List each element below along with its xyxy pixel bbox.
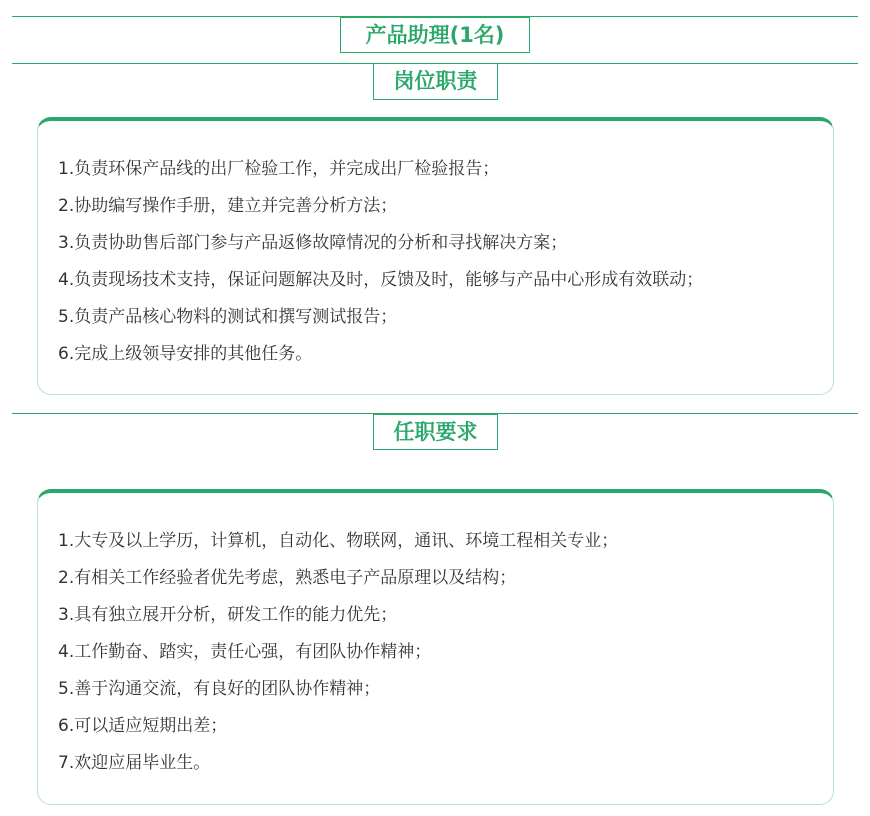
requirements-heading: 任职要求 xyxy=(373,414,498,450)
requirements-card xyxy=(37,489,834,805)
duty-item: 3.负责协助售后部门参与产品返修故障情况的分析和寻找解决方案； xyxy=(58,233,568,253)
job-title: 产品助理(1名) xyxy=(340,17,530,53)
requirement-item: 1.大专及以上学历，计算机，自动化、物联网，通讯、环境工程相关专业； xyxy=(58,531,619,551)
duty-item: 4.负责现场技术支持，保证问题解决及时，反馈及时，能够与产品中心形成有效联动； xyxy=(58,270,704,290)
duties-card xyxy=(37,117,834,395)
duty-item: 6.完成上级领导安排的其他任务。 xyxy=(58,344,313,364)
requirement-item: 6.可以适应短期出差； xyxy=(58,716,228,736)
requirements-list xyxy=(58,523,823,782)
requirement-item: 4.工作勤奋、踏实，责任心强，有团队协作精神； xyxy=(58,642,432,662)
requirement-item: 7.欢迎应届毕业生。 xyxy=(58,753,211,773)
duty-item: 2.协助编写操作手册，建立并完善分析方法； xyxy=(58,196,398,216)
duties-heading: 岗位职责 xyxy=(373,63,498,100)
requirement-item: 3.具有独立展开分析，研发工作的能力优先； xyxy=(58,605,398,625)
duty-item: 1.负责环保产品线的出厂检验工作，并完成出厂检验报告； xyxy=(58,159,500,179)
requirement-item: 2.有相关工作经验者优先考虑，熟悉电子产品原理以及结构； xyxy=(58,568,517,588)
duty-item: 5.负责产品核心物料的测试和撰写测试报告； xyxy=(58,307,398,327)
requirement-item: 5.善于沟通交流，有良好的团队协作精神； xyxy=(58,679,381,699)
duties-list xyxy=(58,151,823,373)
